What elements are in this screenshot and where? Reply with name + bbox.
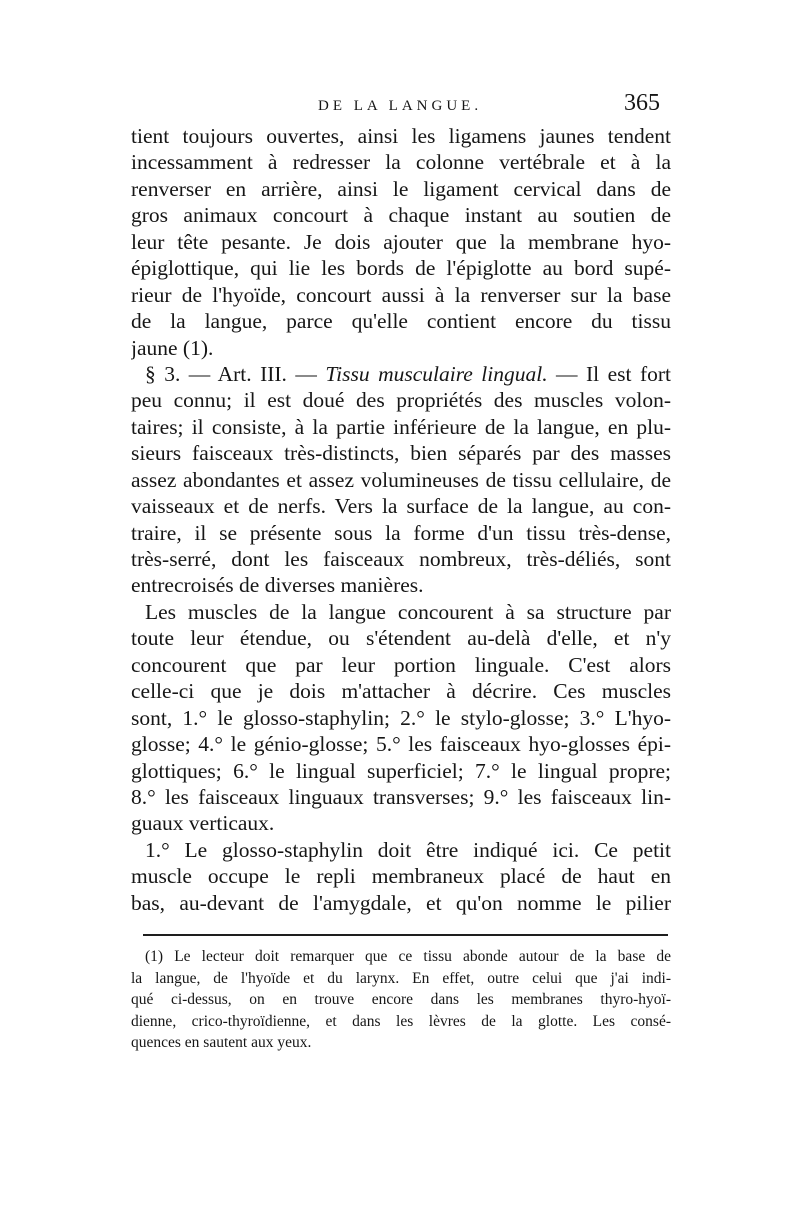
text-line: jaune (1). [131,335,214,360]
text-line: toute leur étendue, ou s'étendent au-delà d'elle, et n'y [131,626,671,651]
text-line: glosse; 4.° le génio-glosse; 5.° les faisceaux hyo-glosses épi- [131,732,671,757]
footnote [131,946,671,1054]
text-line: glottiques; 6.° le lingual superficiel; 7.° le lingual propre; [131,758,671,783]
footnote-line: qué ci-dessus, on en trouve encore dans les membranes thyro-hyoï- [131,991,671,1009]
running-title: DE LA LANGUE. [318,98,483,114]
text-line: rieur de l'hyoïde, concourt aussi à la renverser sur la base [131,282,671,307]
text-line: sont, 1.° le glosso-staphylin; 2.° le stylo-glosse; 3.° L'hyo- [131,705,671,730]
text-line: renverser en arrière, ainsi le ligament cervical dans de [131,176,671,201]
text-line: concourent que par leur portion linguale. C'est alors [131,652,671,677]
page-number: 365 [624,90,660,116]
footnote-rule [143,934,668,936]
text-line: entrecroisés de diverses manières. [131,573,424,598]
section-text: — Il est fort [547,361,671,386]
text-line: incessamment à redresser la colonne vertébrale et à la [131,150,671,175]
text-line: celle-ci que je dois m'attacher à décrire. Ces muscles [131,679,671,704]
text-line: gros animaux concourt à chaque instant au soutien de [131,203,671,228]
footnote-line: quences en sautent aux yeux. [131,1034,312,1052]
text-line: muscle occupe le repli membraneux placé de haut en [131,864,671,889]
text-line: assez abondantes et assez volumineuses de tissu cellulaire, de [131,467,671,492]
text-line: épiglottique, qui lie les bords de l'épiglotte au bord supé- [131,256,671,281]
section-title-italic: Tissu musculaire lingual. [325,361,548,386]
text-line: peu connu; il est doué des propriétés des muscles volon- [131,388,671,413]
main-text [131,123,671,916]
text-line: Les muscles de la langue concourent à sa structure par [145,599,671,624]
text-line: leur tête pesante. Je dois ajouter que la membrane hyo- [131,229,671,254]
text-line: de la langue, parce qu'elle contient encore du tissu [131,309,671,334]
footnote-line: la langue, de l'hyoïde et du larynx. En effet, outre celui que j'ai indi- [131,969,671,987]
section-heading-line [131,361,671,387]
text-line: traire, il se présente sous la forme d'un tissu très-dense, [131,520,671,545]
text-line: vaisseaux et de nerfs. Vers la surface de la langue, au con- [131,494,671,519]
text-line: taires; il consiste, à la partie inférieure de la langue, en plu- [131,414,671,439]
text-line: tient toujours ouvertes, ainsi les ligamens jaunes tendent [131,124,671,148]
section-label: § 3. — Art. III. — [145,361,326,386]
text-line: guaux verticaux. [131,811,275,836]
text-line: bas, au-devant de l'amygdale, et qu'on nomme le pilier [131,890,671,915]
text-line: 1.° Le glosso-staphylin doit être indiqué ici. Ce petit [145,837,671,862]
footnote-line: (1) Le lecteur doit remarquer que ce tissu abonde autour de la base de [145,948,671,965]
text-line: sieurs faisceaux très-distincts, bien séparés par des masses [131,441,671,466]
footnote-line: dienne, crico-thyroïdienne, et dans les lèvres de la glotte. Les consé- [131,1012,671,1030]
text-line: très-serré, dont les faisceaux nombreux, très-déliés, sont [131,547,671,571]
text-line: 8.° les faisceaux linguaux transverses; 9.° les faisceaux lin- [131,784,671,809]
